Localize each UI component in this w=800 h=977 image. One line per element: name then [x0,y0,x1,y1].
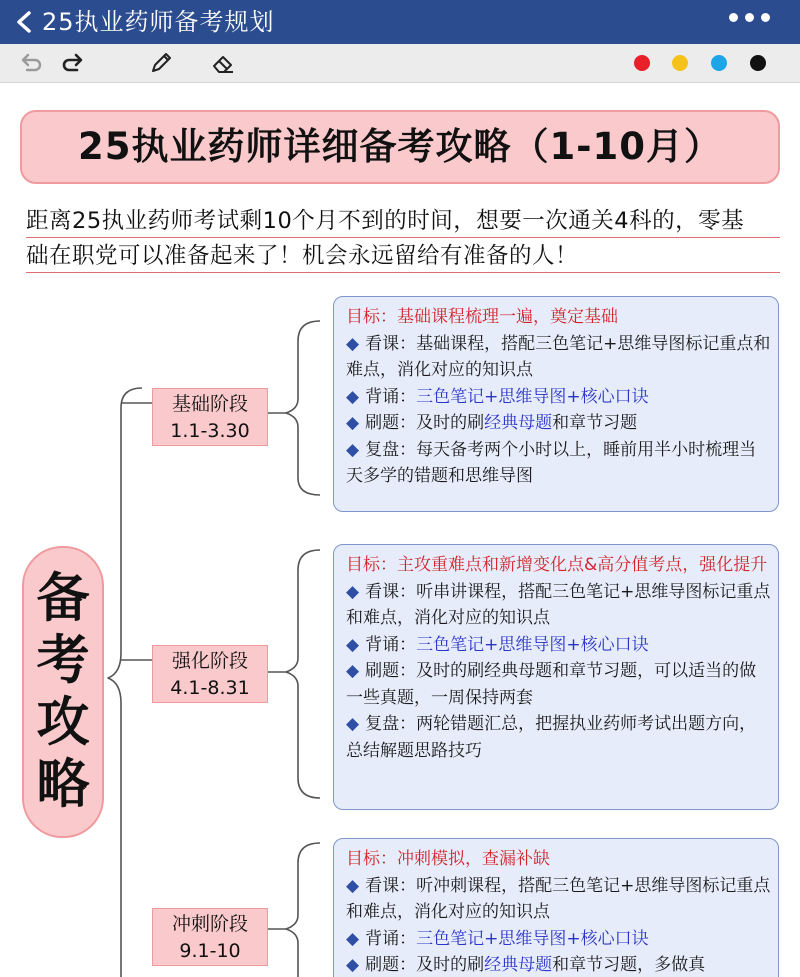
detail-item: ◆ 刷题：及时的刷经典母题和章节习题，可以适当的做一些真题，一周保持两套 [346,661,757,708]
detail-item: ◆ 背诵：三色笔记+思维导图+核心口诀 [346,634,649,655]
stage-basic [152,388,268,446]
stage-period: 4.1-8.31 [170,677,250,699]
detail-item: ◆ 刷题：及时的刷经典母题和章节习题，多做真 [346,955,706,975]
main-topic-badge [22,546,104,838]
detail-item: ◆ 看课：听冲刺课程，搭配三色笔记+思维导图标记重点和难点，消化对应的知识点 [346,875,771,922]
more-dots-icon[interactable] [729,13,770,22]
app-bar [0,0,800,44]
goal-text: 目标：基础课程梳理一遍，奠定基础 [346,307,618,327]
stage-sprint-details [333,838,779,977]
detail-item: ◆ 看课：听串讲课程，搭配三色笔记+思维导图标记重点和难点，消化对应的知识点 [346,581,771,628]
edit-toolbar [0,44,800,83]
main-topic-char: 备 [36,568,90,629]
diamond-bullet-icon: ◆ [346,955,360,975]
redo-icon[interactable] [60,50,86,76]
detail-item: ◆ 刷题：及时的刷经典母题和章节习题 [346,413,638,433]
main-topic-char: 攻 [36,692,90,753]
pen-icon[interactable] [148,50,174,76]
main-topic-char: 考 [36,630,90,691]
page-title: 25执业药师备考规划 [42,8,275,36]
diamond-bullet-icon: ◆ [346,714,360,734]
detail-item: ◆ 看课：基础课程，搭配三色笔记+思维导图标记重点和难点，消化对应的知识点 [346,333,771,380]
chevron-left-icon[interactable] [14,10,34,34]
intro-text [26,205,780,273]
color-blue-swatch[interactable] [711,55,727,71]
eraser-icon[interactable] [210,50,236,76]
stage-period: 9.1-10 [179,940,241,962]
diamond-bullet-icon: ◆ [346,581,360,602]
diamond-bullet-icon: ◆ [346,634,360,655]
diamond-bullet-icon: ◆ [346,875,360,896]
stage-sprint [152,908,268,966]
diamond-bullet-icon: ◆ [346,333,360,354]
diamond-bullet-icon: ◆ [346,661,360,681]
stage-intensive-details [333,544,779,810]
detail-item: ◆ 背诵：三色笔记+思维导图+核心口诀 [346,386,649,407]
goal-text: 目标：冲刺模拟，查漏补缺 [346,849,550,869]
detail-item: ◆ 复盘：每天备考两个小时以上，睡前用半小时梳理当天多学的错题和思维导图 [346,439,757,486]
intro-line: 础在职党可以准备起来了！机会永远留给有准备的人！ [26,240,780,273]
color-yellow-swatch[interactable] [672,55,688,71]
diamond-bullet-icon: ◆ [346,928,360,949]
detail-item: ◆ 背诵：三色笔记+思维导图+核心口诀 [346,928,649,949]
diamond-bullet-icon: ◆ [346,413,360,433]
diamond-bullet-icon: ◆ [346,439,360,460]
undo-icon[interactable] [18,50,44,76]
color-red-swatch[interactable] [634,55,650,71]
stage-name: 强化阶段 [171,650,248,672]
stage-name: 冲刺阶段 [171,913,248,935]
intro-line: 距离25执业药师考试剩10个月不到的时间，想要一次通关4科的，零基 [26,205,780,238]
color-black-swatch[interactable] [750,55,766,71]
main-topic-char: 略 [36,754,90,815]
stage-period: 1.1-3.30 [170,420,250,442]
note-canvas[interactable] [0,83,800,977]
stage-name: 基础阶段 [171,393,248,415]
detail-item: ◆ 复盘：两轮错题汇总，把握执业药师考试出题方向，总结解题思路技巧 [346,714,757,761]
stage-basic-details [333,296,779,512]
stage-intensive [152,645,268,703]
headline: 25执业药师详细备考攻略（1-10月） [20,110,780,184]
diamond-bullet-icon: ◆ [346,386,360,407]
goal-text: 目标：主攻重难点和新增变化点&高分值考点，强化提升 [346,555,768,575]
